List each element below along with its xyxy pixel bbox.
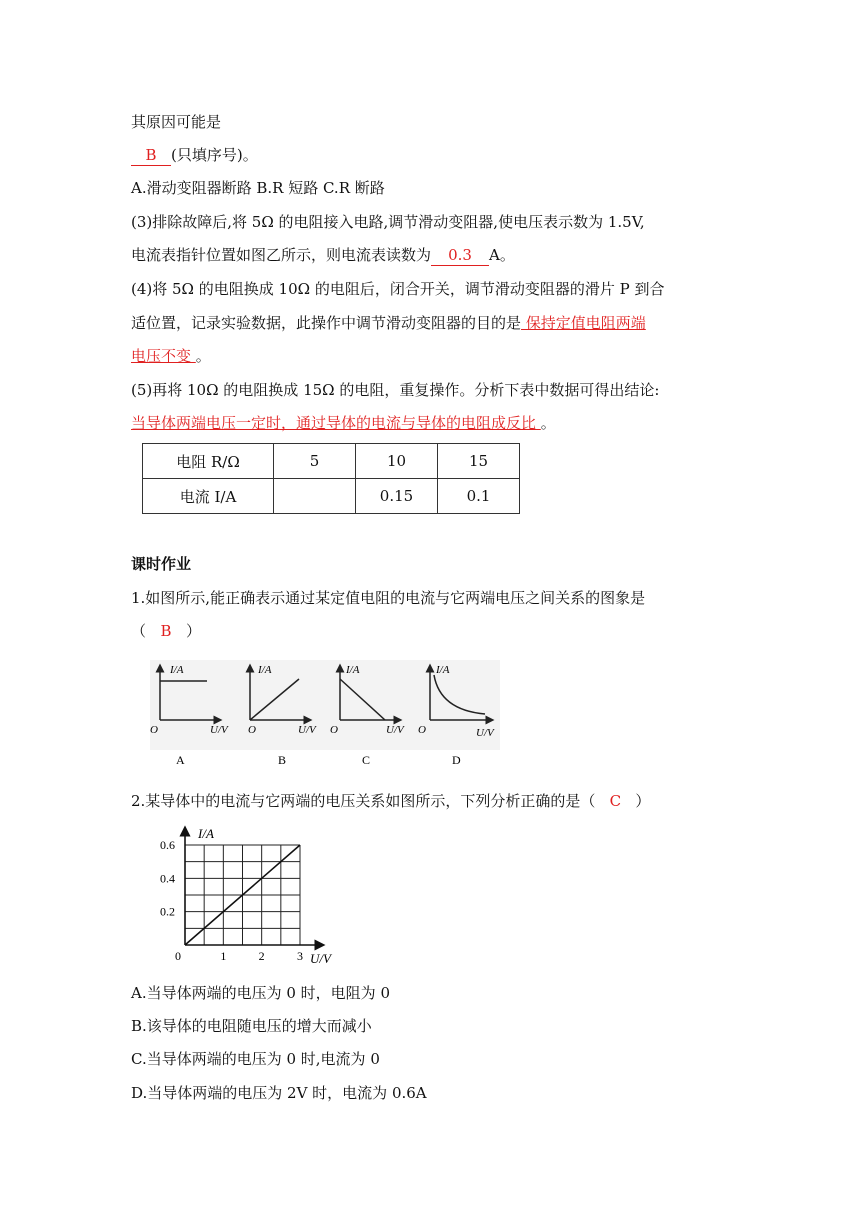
graph-y-label: I/A	[346, 664, 360, 676]
table-cell: 10	[356, 444, 438, 479]
homework-heading: 课时作业	[131, 555, 192, 573]
graph-y-label: I/A	[170, 664, 184, 676]
graph-y-label: I/A	[436, 664, 450, 676]
answer-blank-b: B	[131, 145, 171, 166]
table-cell: 电阻 R/Ω	[143, 444, 274, 479]
table-cell: 电流 I/A	[143, 479, 274, 514]
answer-blank-current: 0.3	[431, 245, 489, 266]
step4-line2: 适位置，记录实验数据，此操作中调节滑动变阻器的目的是 保持定值电阻两端	[131, 314, 646, 332]
graph-x-label: U/V	[298, 724, 316, 736]
step3-line1: (3)排除故障后,将 5Ω 的电阻接入电路,调节滑动变阻器,使电压表示数为 1.5V,	[131, 213, 645, 231]
step4-line3: 电压不变 。	[131, 347, 211, 365]
table-cell: 0.15	[356, 479, 438, 514]
q1-answer: B	[160, 622, 172, 640]
q2-answer: C	[609, 792, 622, 810]
graph-label-d: D	[452, 753, 461, 767]
graph-origin: O	[150, 724, 158, 736]
graph-y-label: I/A	[258, 664, 272, 676]
y-tick-label: 0.4	[160, 871, 175, 886]
x-tick-label: 0	[175, 949, 181, 963]
q1-graphs	[140, 650, 510, 775]
answer-purpose-part2: 电压不变	[131, 347, 192, 365]
table-cell: 15	[438, 444, 520, 479]
step3-line2: 电流表指针位置如图乙所示，则电流表读数为 0.3 A。	[131, 246, 515, 264]
q2-option-d: D.当导体两端的电压为 2V 时，电流为 0.6A	[131, 1084, 427, 1102]
step5-line2: 当导体两端电压一定时，通过导体的电流与导体的电阻成反比 。	[131, 414, 556, 432]
q2-option-c: C.当导体两端的电压为 0 时,电流为 0	[131, 1050, 380, 1068]
x-tick-label: 3	[297, 949, 303, 963]
graph-x-label: U/V	[210, 724, 228, 736]
q1-text: 1.如图所示,能正确表示通过某定值电阻的电流与它两端电压之间关系的图象是	[131, 589, 646, 607]
graph-x-label: U/V	[386, 724, 404, 736]
graph-label-c: C	[362, 753, 371, 767]
step4-line1: (4)将 5Ω 的电阻换成 10Ω 的电阻后，闭合开关，调节滑动变阻器的滑片 P 到合	[131, 280, 665, 298]
q2-chart	[160, 825, 340, 970]
y-tick-label: 0.6	[160, 838, 175, 852]
x-tick-label: 1	[220, 949, 227, 963]
graph-x-label: U/V	[476, 727, 494, 739]
y-tick-label: 0.2	[160, 904, 175, 919]
answer-hint: (只填序号)。	[171, 146, 258, 164]
chart-x-axis-label: U/V	[310, 951, 331, 966]
x-tick-label: 2	[258, 949, 265, 963]
q1-answer-line: （ B ）	[131, 622, 202, 640]
graph-origin: O	[248, 724, 256, 736]
q2-option-a: A.当导体两端的电压为 0 时，电阻为 0	[131, 984, 390, 1002]
data-table	[142, 443, 520, 514]
answer-conclusion: 当导体两端电压一定时，通过导体的电流与导体的电阻成反比	[131, 414, 537, 432]
graph-label-b: B	[278, 753, 287, 767]
table-cell: 5	[274, 444, 356, 479]
chart-y-axis-label: I/A	[198, 826, 214, 841]
table-cell: 0.1	[438, 479, 520, 514]
q2-text: 2.某导体中的电流与它两端的电压关系如图所示，下列分析正确的是（ C ）	[131, 792, 651, 810]
table-row	[143, 479, 520, 514]
table-cell	[274, 479, 356, 514]
graph-origin: O	[418, 724, 426, 736]
options-line: A.滑动变阻器断路 B.R 短路 C.R 断路	[131, 179, 385, 197]
table-row	[143, 444, 520, 479]
graph-label-a: A	[176, 753, 185, 767]
step5-line1: (5)再将 10Ω 的电阻换成 15Ω 的电阻，重复操作。分析下表中数据可得出结论:	[131, 381, 660, 399]
q2-answer-line	[131, 145, 258, 166]
q2-option-b: B.该导体的电阻随电压的增大而减小	[131, 1017, 372, 1035]
answer-purpose-part1: 保持定值电阻两端	[521, 314, 646, 332]
graph-origin: O	[330, 724, 338, 736]
reason-prefix: 其原因可能是	[131, 113, 222, 131]
